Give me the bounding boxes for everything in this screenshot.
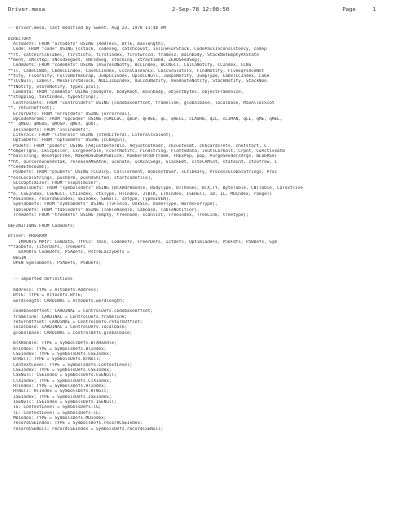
code-line: DIRECTORY xyxy=(8,36,32,42)
code-line: Code: FROM "code" USING [cstack, codeseg, catchcount, inlineForStack, CodePassInconsistency, codep xyxy=(8,47,267,53)
code-line: CSEIndex: TYPE = SymbolsDefs.CSEIndex; xyxy=(8,368,112,373)
code-line: IMPORTS MPtr: ComData, TfPic: TDsn, CodeDefs, FreerDefs, IctDefs, OptimiadeFs, P5UFdfs, P5BDefs, Sym xyxy=(8,239,278,245)
code-line: codebaseOffset: CARDINAL = ControlDefs.codebaseOffset; xyxy=(8,309,153,315)
code-line: **eSEIndex, recordSEIndex, SEIndex, SENull, setype, TypeGIVEN], xyxy=(8,197,171,202)
code-line: **ranDefs, literDefs, TreeDefs xyxy=(8,245,86,251)
code-line: CSEIndex: TYPE = SymbolsDefs.CSEIndex; xyxy=(8,351,112,357)
code-line: InlineDefs: FROM "inlinedefs", xyxy=(8,127,91,133)
code-line: **, returnOffset], xyxy=(8,106,55,112)
code-line: lG: ContextLevel = SymbolsDefs.lG; xyxy=(8,405,102,411)
code-line: HTNull: HTIndex = SymbolsDefs.HTNull; xyxy=(8,389,109,395)
code-line: EXPORTS CodeDefs, P5ADefs, PstrbLazzyDefs = xyxy=(8,250,130,256)
header-page-number: Page 1 xyxy=(342,7,376,13)
code-line: TableDefs: FROM "tabledefs" USING [TableHandle, Caboase, TableNotifier], xyxy=(8,207,200,213)
header-date: 2-Sep-78 12:08:50 xyxy=(172,7,230,13)
code-line: ControlDefs: FROM "controldefs" USING [codebaseOffset, framelink, globalbase, localbase, MaxAllocSlot xyxy=(8,100,275,106)
code-line: ISEIndex: TYPE = SymbolsDefs.ISEIndex; xyxy=(8,394,112,400)
code-line: ErrorDefs: FROM "errordefs" USING [errorreal], xyxy=(8,111,133,117)
code-line: returnOffset: CARDINAL = ControlDefs.returnOffset; xyxy=(8,319,143,325)
code-line: **ment, sMcstkp, sNcsdSegSet, sNcsdSeg, stacking, xtrastimbd, ZEROSeedSeg], xyxy=(8,58,203,64)
code-line: BTXHandle: TYPE = SymbolsDefs.BTXHandle; xyxy=(8,341,117,347)
code-line: BEGIN xyxy=(8,255,27,261)
code-line: **ll, CadeCCNde, CbdeCCIndex, CaseCCIndex, CccnsCaseSnCx, CascSnSlotsFx, FindNotify, FiveEqrsAceNnt xyxy=(8,68,265,74)
code-line: recordCSEIndex: TYPE = SymbolsDefs.recordCSEIndex; xyxy=(8,421,143,427)
header-filename: Driver.mesa xyxy=(8,7,46,13)
code-line: framelink: CARDINAL = ControlDefs.framelink; xyxy=(8,314,127,320)
code-line: **lCCNull, LabelT, MesaFirstBlock, NULL116Index, OuCcd3Notify, ReadnoteNotify, StackNotify, StackNoo xyxy=(8,79,267,85)
code-line: lL: ContextLevel = SymbolsDefs.lL; xyxy=(8,410,102,416)
code-line: BTIndex: TYPE = SymbolsDefs.BTIndex; xyxy=(8,346,107,352)
code-line: BTNull: TYPE = SymbolsDefs.BTNull; xyxy=(8,357,102,363)
code-line: **easlsring, ResetpcFree, MakeRDSubSKPSBIcck, RumbersRTBFframe, FRExPop, pop, PurgeSendersArgs, BLabRSel xyxy=(8,154,278,160)
page-header xyxy=(8,4,392,16)
code-line: CodeDefs: FROM "codedefs" USING [ASuresdNotfy, BCCIndex, BCCNull, CallaNotify, CCIndex, CCNu xyxy=(8,63,252,69)
code-line: ** qMEO, qMEUS, qMUSP, qMEY, qOU], xyxy=(8,122,99,128)
code-line: HTIndex: TYPE = SymbolsDefs.HTIndex; xyxy=(8,384,107,390)
code-line: CTXIndex: TYPE = SymbolsDefs.CTXIndex; xyxy=(8,378,112,384)
code-line: -- imported definitions xyxy=(8,277,73,283)
code-line: Address: TYPE = AltoDefs.Address; xyxy=(8,287,99,293)
code-line: **essLocalStrings, pushbrm, pushXShifed, startcodefile], xyxy=(8,175,153,181)
code-line: Literals: FROM "literals" USING [stedLiteral, Literalsvaluet], xyxy=(8,132,174,138)
code-line: OpCodeParams: FROM "opcodes" USING [GMLLOC, qDuP, qFREE, qL, qRECL, cLAORB, qLL, cLIMAN, qLL, qME, qMEL, xyxy=(8,116,283,122)
code-line: globalbase: CARDINAL = ControlDefs.globalbase; xyxy=(8,330,133,336)
code-line: OPEN SymTabDefs, P5ADefs, P5BDefs; xyxy=(8,261,102,267)
code-line: P5Defs: FROM "p5defs" USING [AdjustDeferBis, AdjustnotAndr, ckcustesmt, ckhcardsrefs, chetstart, C xyxy=(8,143,267,149)
code-line: SymbolsDefs: FROM "symbolsdefs" USING [BTXHdrHandle, BodyType, BTTheSec, BTX,TY, ByteTable, CNTTable, CaTextTive xyxy=(8,186,303,192)
code-line: recordCSENull: recordCSEIndex = SymbolsDefs.recordCSENull; xyxy=(8,426,164,432)
code-line: OptimDefs: FROM "optimdefs" USING [CCBegin], xyxy=(8,138,127,144)
code-line: wordlength: CARDINAL = AltoDefs.wordlength; xyxy=(8,298,125,304)
code-line: CSENull: CSEIndex = SymbolsDefs.CSENull; xyxy=(8,373,117,379)
code-line: ContextLevel: TYPE = SymbolsDefs.ContextLevel; xyxy=(8,362,133,368)
code-line: P5UDefs: FROM "p5uDefs" USING [CCDirp, CallTerment, UoDcestUSef, sLtibkary, ProcessGlobalStrings, Proc xyxy=(8,170,278,176)
code-line: Driver: PROGRAM xyxy=(8,234,47,240)
code-line: BYTE: TYPE = AltoJefs.BYTE; xyxy=(8,293,84,299)
code-line: SymTabDefs: FROM "symtabdefs" USING [TvField, UnkSie, UnderType, WordsForType], xyxy=(8,202,218,208)
code-line: TreeDefs: FROM "treedefs" USING [empty, freenode, scanlist, TreeIndex, TreeLink, treetype]; xyxy=(8,213,249,219)
code-line: MDIndex: TYPE = SymbolsDefs.MDIndex; xyxy=(8,416,107,422)
code-line: **rt, catchcrlcklabel, firstinfo, firstindex, firstwrcsd, framesz, mainbody, StackNotEmptyAtState xyxy=(8,52,259,58)
code-line: **tify, FloorSify, FullSNxtkeGrap, JumpCCIndex, OpcoCCNull, JumpsNotify, JumpType, LabelCCIndex, Labe xyxy=(8,74,270,80)
code-line: **e, CSEIndex, CSENull, CtIIndex, ctxType, HTIndex, JlBlR, LTVindex, ISEHull, IB, IL, MDIndex, rangeTl xyxy=(8,191,272,197)
code-line: ComData: FROM "comdata" USING [bodydre, bodyRoot, mainbody, objectBytes, objectFrameSize, xyxy=(8,90,244,96)
code-line: -- Driver.mesa, last modified by Sweet, Aug 23, 1978 11:40 AM xyxy=(8,26,166,31)
code-line: **tNotify, StoreNotify, types.pcol], xyxy=(8,84,102,90)
code-line: localbase: CARDINAL = ControlDefs.localbase; xyxy=(8,325,127,331)
code-line: **stopping, textIndex, typeStrinp], xyxy=(8,95,99,101)
code-line: SCccOptimizer: FROM "ssoptimizer", xyxy=(8,180,102,186)
code-line: **ht, ourcoreuneedstak, releaseAMSAtnk, ucenate, ucRcalSegs, SlackEmt, siteCAMint, stateInt, stsofrew, C xyxy=(8,159,278,165)
code-line: **ceedEthcoomt], xyxy=(8,164,50,170)
code-line: DEFINITIONS FROM CodeDefs; xyxy=(8,223,76,229)
code-line: **omperlgnx, Cklcpkiler, Cxrgenerale, FcorrNotifc, Findstring, FlatteData, inutlLarkalt, Crpnt, CoActiveatm xyxy=(8,148,285,154)
code-line: AltoDefs: FROM "altodefs" USING [Address, BYTE, maxlength], xyxy=(8,42,166,48)
code-line: ISENull: ISEIndex = SymbolsDefs.ISENull; xyxy=(8,400,117,406)
source-listing xyxy=(8,26,392,516)
